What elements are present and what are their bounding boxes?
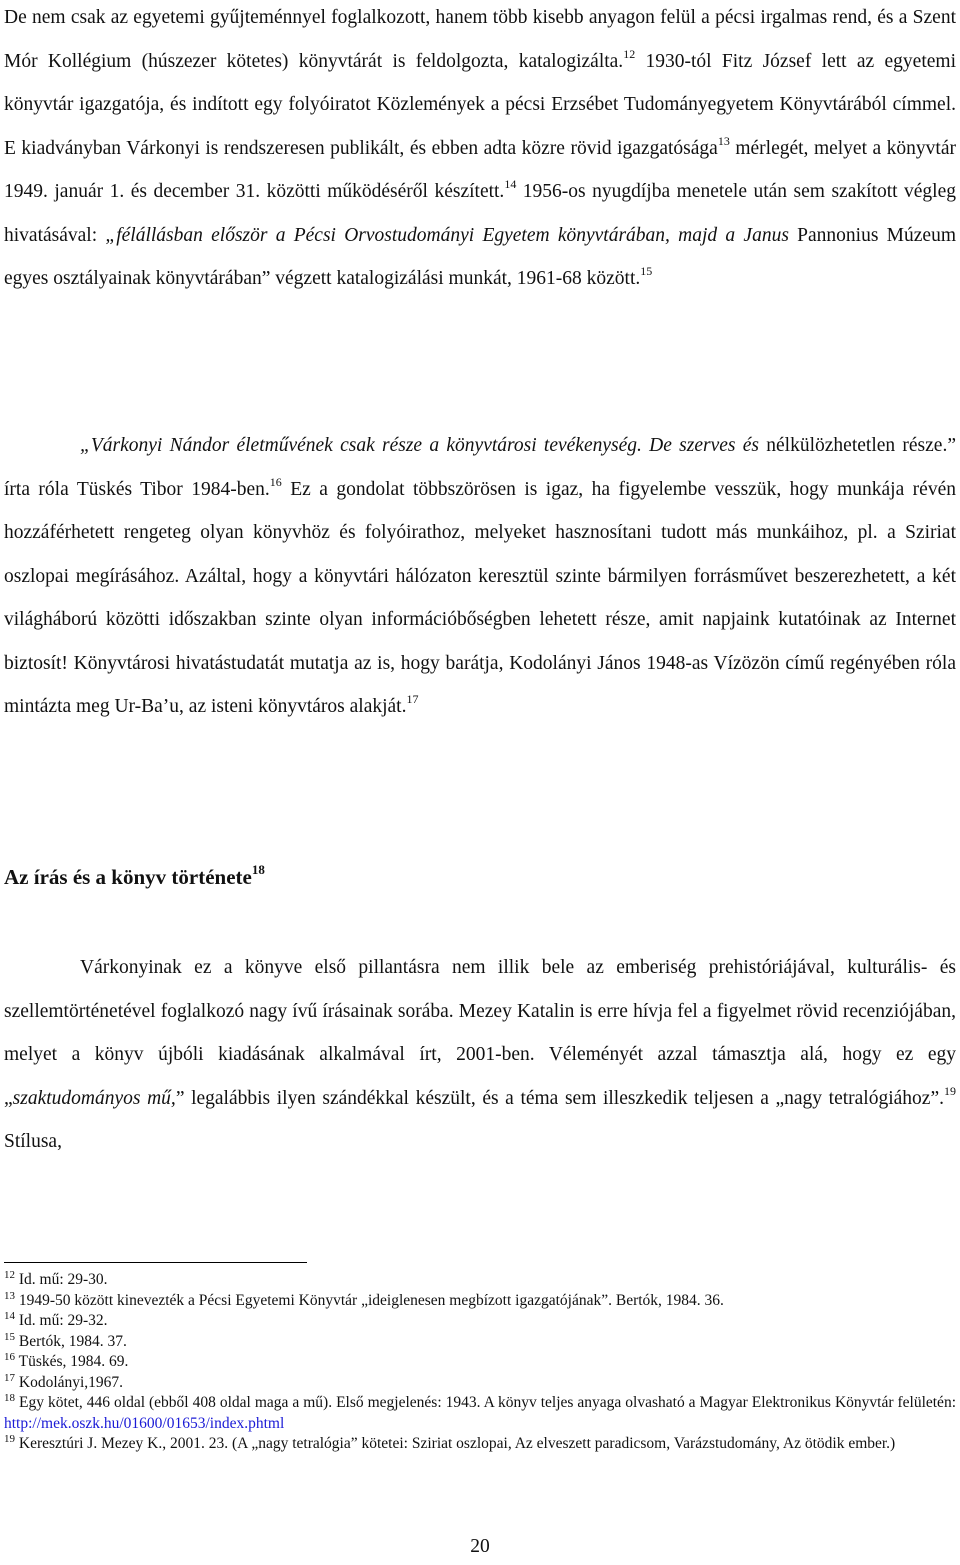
footnote-number: 15 <box>4 1330 15 1343</box>
footnote-ref-14[interactable]: 14 <box>504 177 517 191</box>
footnote-ref-18[interactable]: 18 <box>251 862 265 877</box>
body-paragraph-2 <box>4 424 956 729</box>
footnote-13 <box>4 1291 956 1312</box>
footnote-text: Kodolányi,1967. <box>15 1373 124 1391</box>
footnote-ref-15[interactable]: 15 <box>640 264 653 278</box>
footnote-16 <box>4 1352 956 1373</box>
paragraph-text: Stílusa, <box>4 1131 62 1152</box>
quotation-italic: „félállásban először a Pécsi Orvostudományi Egyetem könyvtárában, majd a Janus <box>105 224 789 246</box>
paragraph-text: Várkonyinak ez a könyve első pillantásra nem illik bele az emberiség prehistóriájával, kulturális- és szellemtörténetével foglalkozó nagy ívű írásainak sorába. Mezey Katalin is erre hívja fel a figyelmet rövid recenziójában, melyet a könyv újbóli kiadásának alkalmával írt, 2001-ben. Véleményét azzal támasztja alá, hogy ez egy „ <box>4 957 956 1109</box>
mek-link[interactable]: http://mek.oszk.hu/01600/01653/index.phtml <box>4 1414 285 1432</box>
footnote-number: 14 <box>4 1310 15 1322</box>
heading-text: Az írás és a könyv története <box>4 865 252 889</box>
footnote-text: 1949-50 között kinevezték a Pécsi Egyetemi Könyvtár „ideiglenesen megbízott igazgatójának”. Bertók, 1984. 36. <box>15 1291 724 1309</box>
footnote-ref-19[interactable]: 19 <box>943 1083 956 1098</box>
footnote-number: 16 <box>4 1351 15 1363</box>
page-number: 20 <box>470 1536 490 1557</box>
footnote-text: Bertók, 1984. 37. <box>15 1332 127 1350</box>
footnote-number: 18 <box>4 1392 15 1404</box>
footnote-text: Egy kötet, 446 oldal (ebből 408 oldal maga a mű). Első megjelenés: 1943. A könyv teljes anyaga olvasható a Magyar Elektronikus Könyvtár felületén: <box>15 1394 956 1411</box>
footnote-12 <box>4 1270 956 1291</box>
footnote-14 <box>4 1311 956 1332</box>
paragraph-text: ” legalábbis ilyen szándékkal készült, és a téma sem illeszkedik teljesen a „nagy tetralógiához”. <box>175 1087 944 1109</box>
footnote-number: 17 <box>4 1371 15 1384</box>
footnote-ref-17[interactable]: 17 <box>406 692 419 706</box>
paragraph-text: De nem csak az egyetemi gyűjteménnyel foglalkozott, hanem több kisebb anyagon felül a pécsi irgalmas rend, és a Szent Mór Kollégium (húszezer kötetes) könyvtárát is feldolgozta, katalogizálta. <box>4 7 956 72</box>
paragraph-text: 1930-tól Fitz József lett az egyetemi könyvtár igazgatója, és indított egy folyóiratot Közlemények a pécsi Erzsébet Tudományegyetem Könyvtárából címmel. E kiadványban Várkonyi is rendszeresen publikált, és ebben adta közre rövid igazgatósága <box>4 50 956 159</box>
footnote-number: 19 <box>4 1433 15 1445</box>
footnote-ref-12[interactable]: 12 <box>623 46 636 61</box>
paragraph-text: mérlegét, melyet a könyvtár 1949. január 1. és december 31. közötti működéséről készített. <box>4 137 956 202</box>
body-paragraph-1 <box>4 0 956 301</box>
footnote-text: Id. mű: 29-30. <box>15 1271 108 1288</box>
section-heading <box>4 862 265 892</box>
footnotes-list <box>4 1270 956 1455</box>
footnote-number: 13 <box>4 1289 15 1302</box>
footnote-ref-13[interactable]: 13 <box>717 133 730 148</box>
footnote-ref-16[interactable]: 16 <box>269 474 282 489</box>
footnote-text: Keresztúri J. Mezey K., 2001. 23. (A „nagy tetralógia” kötetei: Sziriat oszlopai, Az elveszett paradicsom, Varázstudomány, Az ötödik ember.) <box>15 1435 896 1452</box>
paragraph-text: 1956-os nyugdíjba menetele után sem szakított végleg hivatásával: <box>4 181 956 246</box>
footnote-17 <box>4 1373 956 1394</box>
footnote-19 <box>4 1434 956 1455</box>
footnote-text: Id. mű: 29-32. <box>15 1312 108 1329</box>
footnote-15 <box>4 1332 956 1353</box>
footnote-text: Tüskés, 1984. 69. <box>15 1353 129 1370</box>
footnote-separator <box>4 1262 307 1263</box>
emphasis-italic: szaktudományos mű, <box>12 1087 176 1109</box>
footnote-18 <box>4 1393 956 1434</box>
body-paragraph-3 <box>4 946 956 1164</box>
paragraph-text: Pannonius Múzeum egyes osztályainak könyvtárában” végzett katalogizálási munkát, 1961-68 között. <box>4 224 956 289</box>
quotation-italic: „Várkonyi Nándor életművének csak része a könyvtárosi tevékenység. De szerves és <box>80 435 759 456</box>
paragraph-text: nélkülözhetetlen része.” írta róla Tüskés Tibor 1984-ben. <box>4 435 956 500</box>
footnote-number: 12 <box>4 1269 15 1281</box>
paragraph-text: Ez a gondolat többszörösen is igaz, ha figyelembe vesszük, hogy munkája révén hozzáférhetett rengeteg olyan könyvhöz és folyóirathoz, melyeket hasznosítani tudott más munkáihoz, pl. a Sziriat oszlopai megírásához. Azáltal, hogy a könyvtári hálózaton keresztül szinte bármilyen forrásművet beszerezhetett, a két világháború közötti időszakban szinte olyan információbőségben lehetett része, amit napjaink kutatóinak az Internet biztosít! Könyvtárosi hivatástudatát mutatja az is, hogy barátja, Kodolányi János 1948-as Vízözön című regényében róla mintázta meg Ur-Ba’u, az isteni könyvtáros alakját. <box>4 478 956 717</box>
